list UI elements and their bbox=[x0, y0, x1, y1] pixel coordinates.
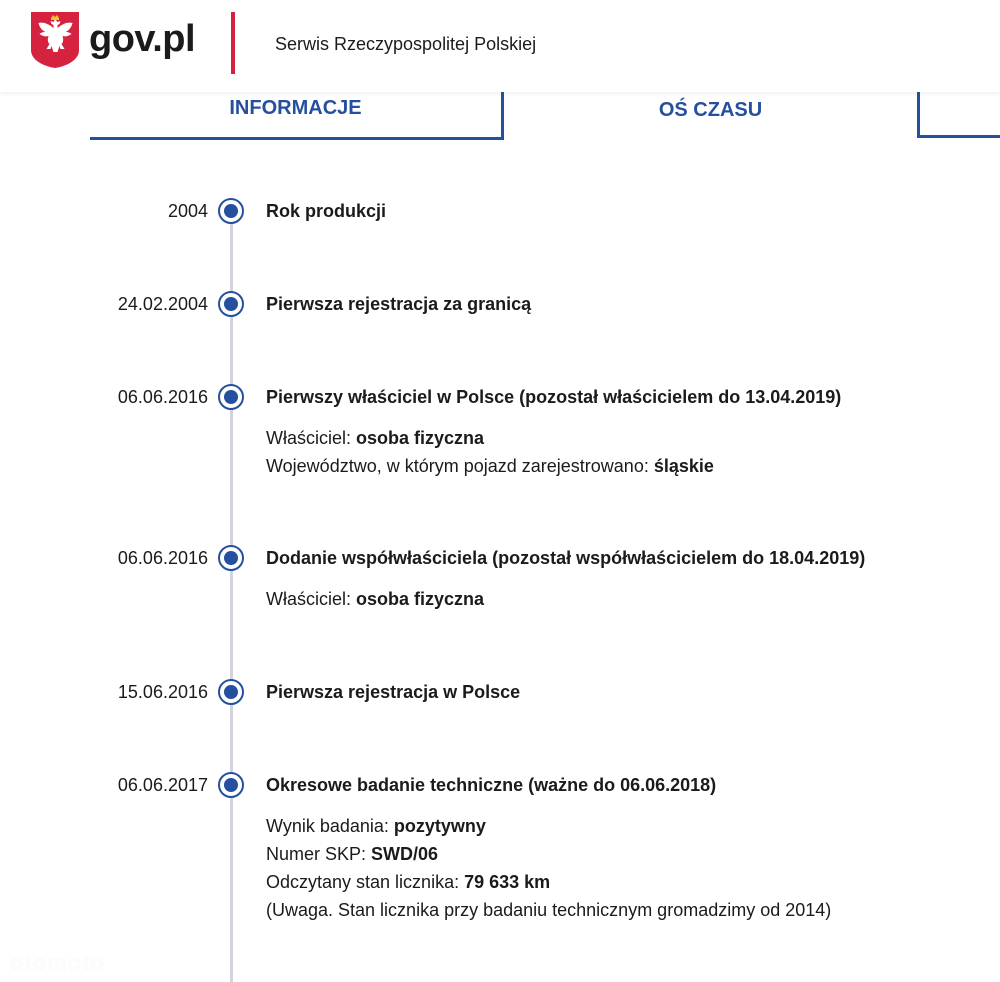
event-date: 24.02.2004 bbox=[117, 294, 208, 314]
detail-value: pozytywny bbox=[393, 816, 486, 836]
event-detail-note bbox=[266, 899, 831, 921]
tab-bar bbox=[0, 92, 1000, 142]
detail-label: Województwo, w którym pojazd zarejestrowano: bbox=[266, 456, 654, 476]
watermark-logo: otomoto bbox=[10, 950, 105, 975]
event-date: 15.06.2016 bbox=[117, 682, 208, 702]
tab-informacje[interactable] bbox=[90, 92, 504, 140]
event-detail bbox=[266, 815, 486, 837]
event-title: Rok produkcji bbox=[266, 201, 387, 221]
event-title: Pierwsza rejestracja za granicą bbox=[266, 294, 532, 314]
event-title: Pierwszy właściciel w Polsce (pozostał właścicielem do 13.04.2019) bbox=[266, 387, 842, 407]
timeline-dot-icon bbox=[218, 198, 244, 224]
event-title: Pierwsza rejestracja w Polsce bbox=[266, 682, 521, 702]
detail-value: osoba fizyczna bbox=[356, 428, 485, 448]
event-detail bbox=[266, 588, 484, 610]
detail-value: śląskie bbox=[653, 456, 714, 476]
header-divider bbox=[231, 12, 235, 74]
timeline-dot-icon bbox=[218, 772, 244, 798]
event-date: 06.06.2017 bbox=[117, 775, 208, 795]
detail-value: SWD/06 bbox=[371, 844, 439, 864]
event-title: Okresowe badanie techniczne (ważne do 06.06.2018) bbox=[266, 775, 717, 795]
timeline-dot-icon bbox=[218, 679, 244, 705]
detail-label: Właściciel: bbox=[266, 589, 357, 609]
timeline-dot-icon bbox=[218, 384, 244, 410]
event-title: Dodanie współwłaściciela (pozostał współwłaścicielem do 18.04.2019) bbox=[266, 548, 866, 568]
detail-label: Numer SKP: bbox=[266, 844, 372, 864]
detail-label: Odczytany stan licznika: bbox=[266, 872, 465, 892]
event-date: 2004 bbox=[167, 201, 208, 221]
timeline-dot-icon bbox=[218, 545, 244, 571]
event-detail bbox=[266, 455, 714, 477]
tab-os-czasu[interactable] bbox=[504, 92, 917, 137]
detail-note: (Uwaga. Stan licznika przy badaniu technicznym gromadzimy od 2014) bbox=[266, 900, 832, 920]
tab-next-partial[interactable] bbox=[917, 92, 1000, 138]
tab-os-czasu-label: OŚ CZASU bbox=[658, 99, 763, 121]
detail-label: Wynik badania: bbox=[266, 816, 394, 836]
event-date: 06.06.2016 bbox=[117, 548, 208, 568]
event-detail bbox=[266, 427, 484, 449]
event-detail bbox=[266, 843, 438, 865]
polish-eagle-emblem-icon[interactable] bbox=[31, 12, 79, 68]
timeline-dot-icon bbox=[218, 291, 244, 317]
header-subtitle: Serwis Rzeczypospolitej Polskiej bbox=[275, 34, 537, 54]
timeline-line bbox=[230, 210, 233, 982]
event-detail bbox=[266, 871, 550, 893]
site-header bbox=[0, 0, 1000, 92]
detail-label: Właściciel: bbox=[266, 428, 357, 448]
tab-informacje-label: INFORMACJE bbox=[229, 97, 362, 119]
event-date: 06.06.2016 bbox=[117, 387, 208, 407]
detail-value: 79 633 km bbox=[464, 872, 551, 892]
govpl-logo[interactable]: gov.pl bbox=[89, 18, 196, 60]
detail-value: osoba fizyczna bbox=[356, 589, 485, 609]
